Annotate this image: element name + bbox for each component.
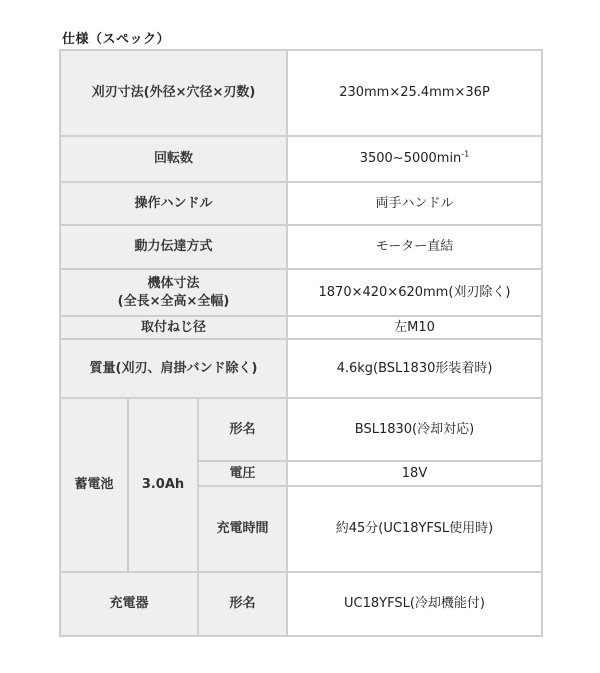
row-value: 230mm×25.4mm×36P: [287, 50, 542, 136]
row-label: 形名: [198, 572, 287, 636]
row-value: BSL1830(冷却対応): [287, 398, 542, 461]
charger-label: 充電器: [60, 572, 198, 636]
spec-table: [59, 49, 543, 637]
row-label: 動力伝達方式: [60, 225, 287, 269]
row-value: 18V: [287, 461, 542, 486]
row-value: [287, 136, 542, 182]
row-label: 電圧: [198, 461, 287, 486]
table-row: [60, 339, 542, 398]
table-row: [60, 225, 542, 269]
row-label: 形名: [198, 398, 287, 461]
table-row: [60, 572, 542, 636]
row-label: 操作ハンドル: [60, 182, 287, 225]
row-value: UC18YFSL(冷却機能付): [287, 572, 542, 636]
table-row: [60, 50, 542, 136]
row-value: 4.6kg(BSL1830形装着時): [287, 339, 542, 398]
table-row: [60, 182, 542, 225]
row-label: 回転数: [60, 136, 287, 182]
row-label-line: (全長×全高×全幅): [117, 293, 230, 309]
row-label: 充電時間: [198, 486, 287, 572]
row-value: 1870×420×620mm(刈刃除く): [287, 269, 542, 316]
table-row: [60, 136, 542, 182]
row-label: 取付ねじ径: [60, 316, 287, 339]
battery-label: 蓄電池: [60, 398, 128, 572]
table-row: [60, 316, 542, 339]
row-value: 約45分(UC18YFSL使用時): [287, 486, 542, 572]
table-row: [60, 269, 542, 316]
row-value: 両手ハンドル: [287, 182, 542, 225]
row-label: 刈刃寸法(外径×穴径×刃数): [60, 50, 287, 136]
row-value: モーター直結: [287, 225, 542, 269]
row-label: [60, 269, 287, 316]
table-row: [60, 398, 542, 461]
row-label: 質量(刈刃、肩掛バンド除く): [60, 339, 287, 398]
rpm-exponent: -1: [461, 149, 470, 159]
row-label-line: 機体寸法: [147, 275, 200, 291]
battery-capacity: 3.0Ah: [128, 398, 198, 572]
rpm-value: 3500~5000min: [359, 151, 462, 166]
row-value: 左M10: [287, 316, 542, 339]
section-title: 仕様（スペック）: [62, 32, 171, 47]
